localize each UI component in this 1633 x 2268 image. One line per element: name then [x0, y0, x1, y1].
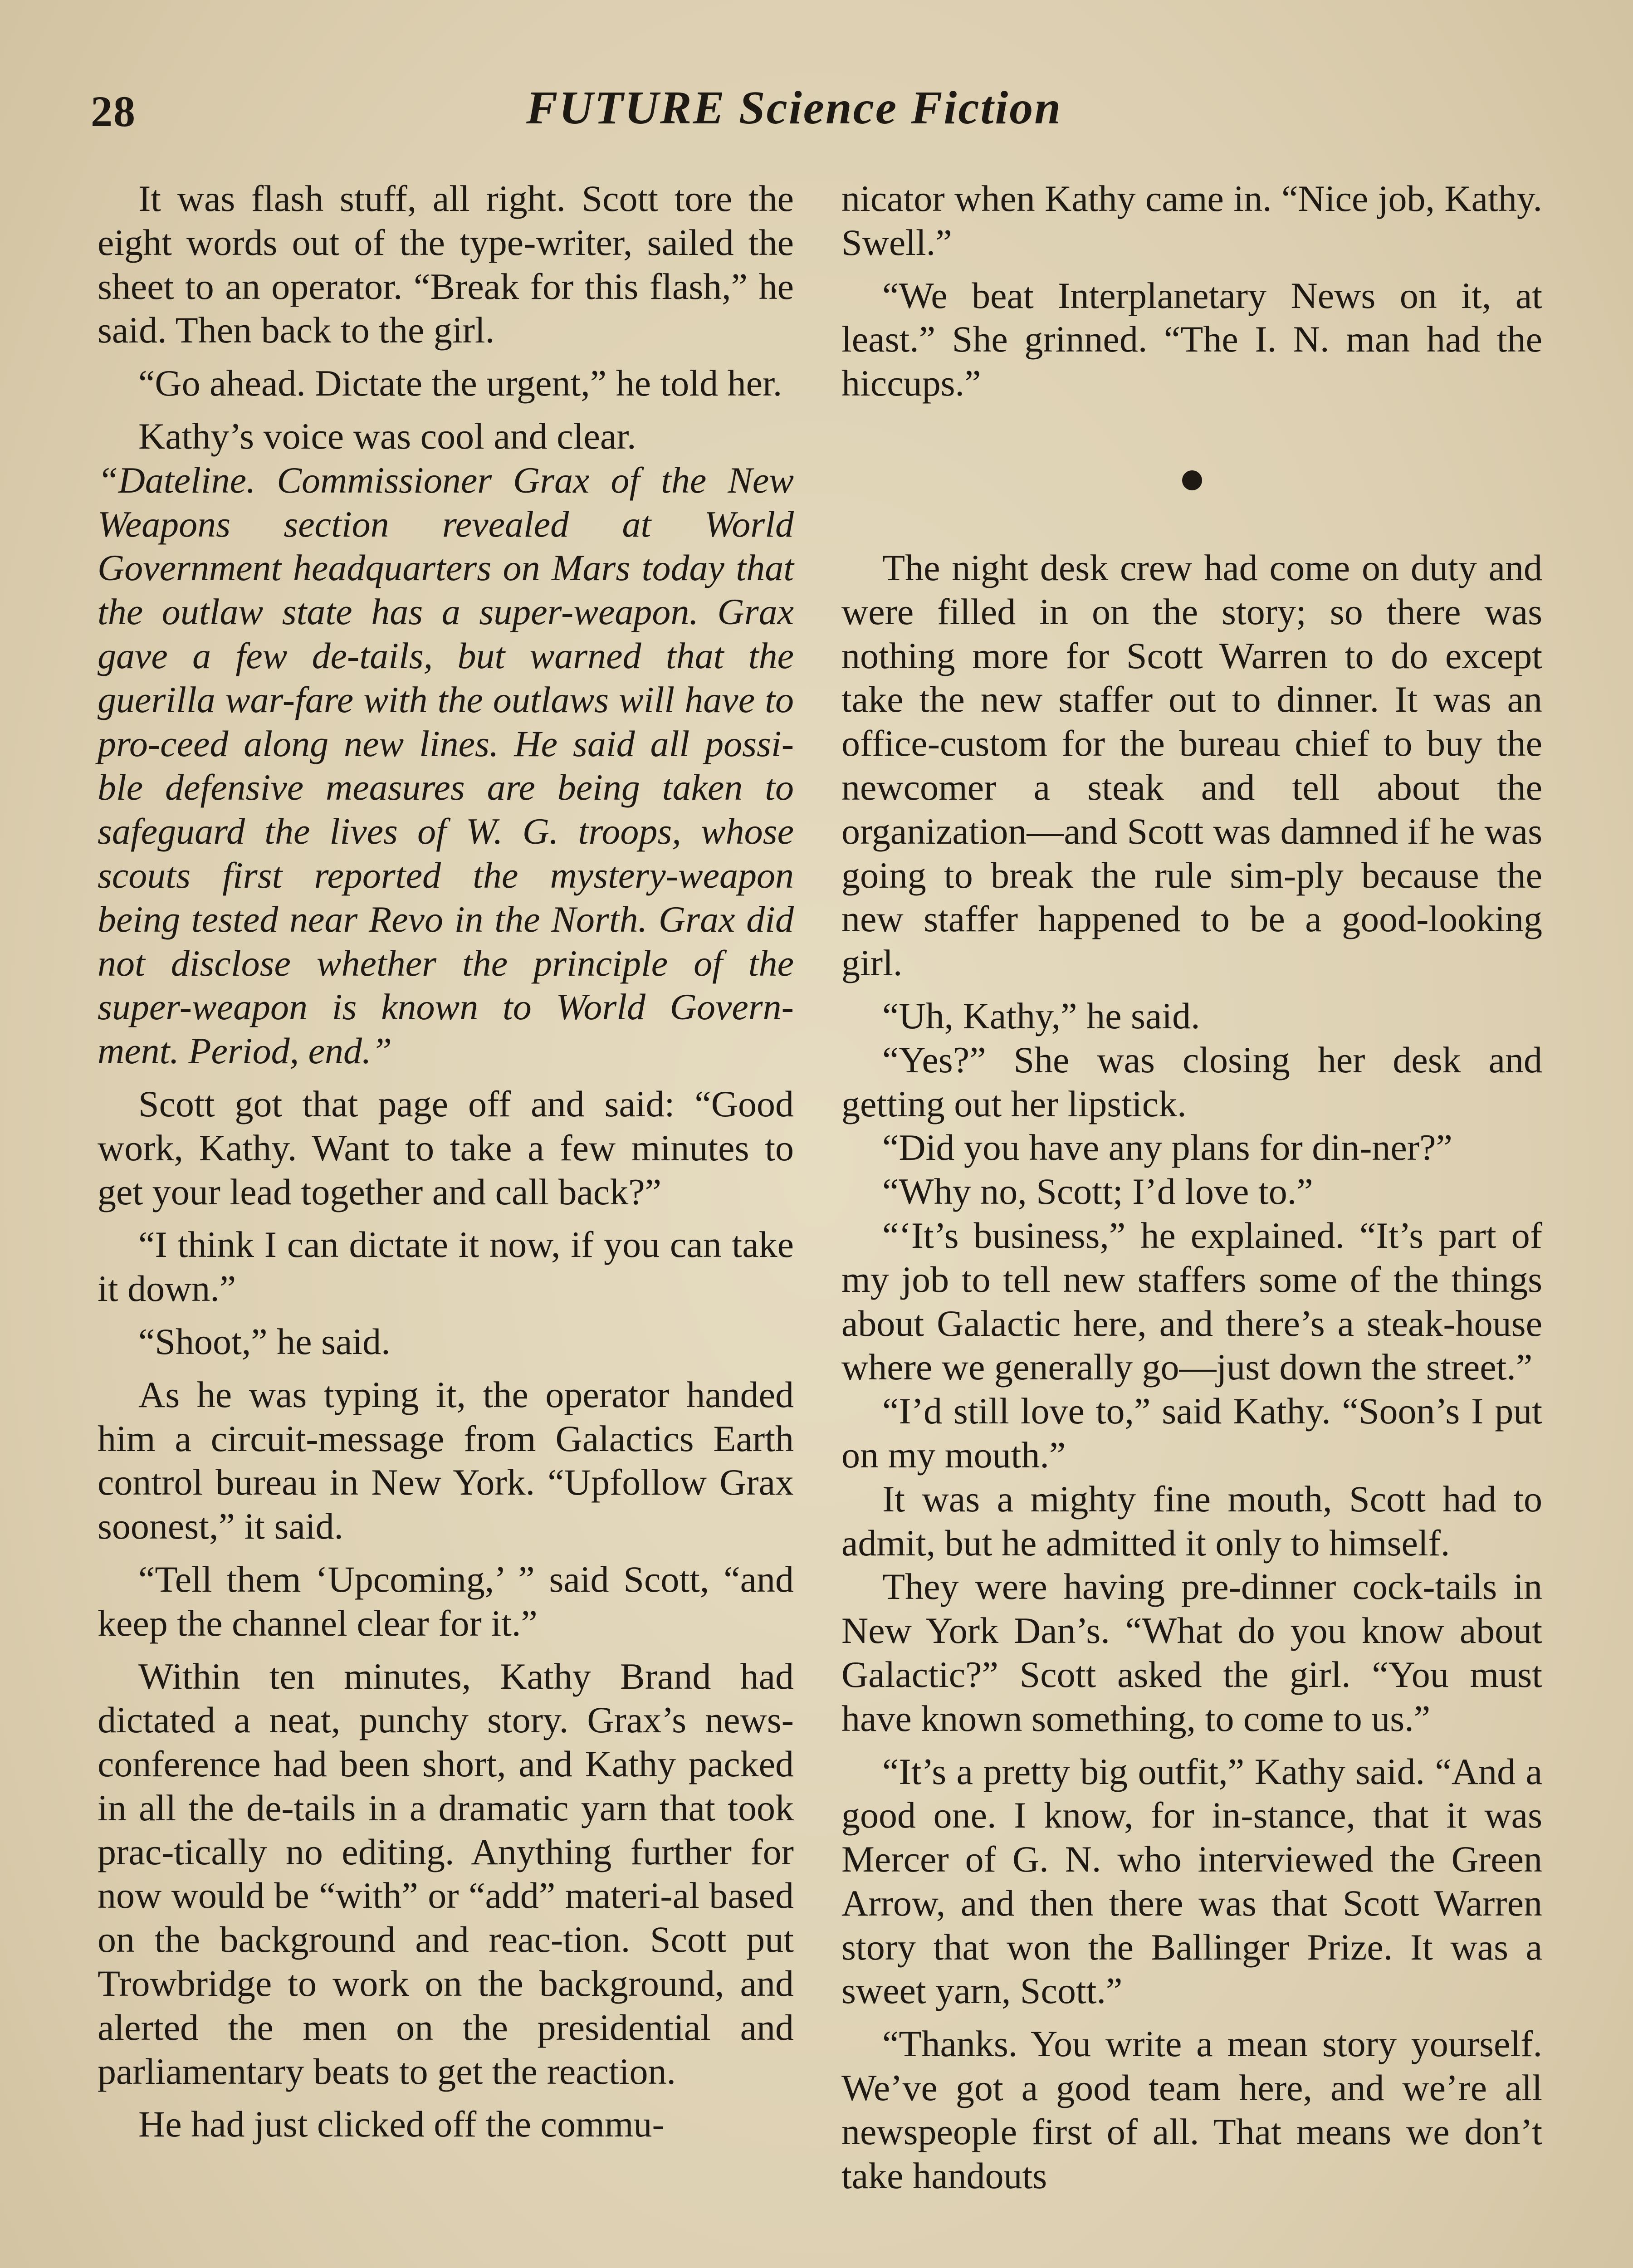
section-break: [841, 415, 1542, 546]
paragraph: It was a mighty fine mouth, Scott had to admit, but he admitted it only to himself.: [841, 1478, 1542, 1564]
page-header: [91, 73, 1542, 141]
right-column: [841, 177, 1542, 2207]
paragraph: “Why no, Scott; I’d love to.”: [882, 1171, 1313, 1212]
paragraph: “We beat Interplanetary News on it, at least.” She grinned. “The I. N. man had the hiccups.”: [841, 274, 1542, 404]
paragraph: “Yes?” She was closing her desk and getting out her lipstick.: [841, 1039, 1542, 1124]
paragraph: The night desk crew had come on duty and were filled in on the story; so there was nothing more for Scott Warren to do except take the new staffer out to dinner. It was an office-custom for the bureau chief to buy the newcomer a steak and tell about the organization—and Scott was damned if he was going to break the rule sim-ply because the new staffer happened to be a good-looking girl.: [841, 547, 1542, 984]
paragraph: “I’d still love to,” said Kathy. “Soon’s I put on my mouth.”: [841, 1390, 1542, 1476]
running-title: FUTURE Science Fiction: [526, 82, 1062, 134]
paragraph: They were having pre-dinner cock-tails in New York Dan’s. “What do you know about Galactic?” Scott asked the girl. “You must have known something, to come to us.”: [841, 1566, 1542, 1739]
paragraph: Kathy’s voice was cool and clear.: [138, 415, 636, 457]
page-number: 28: [91, 87, 136, 136]
paragraph: As he was typing it, the operator handed him a circuit-message from Galactics Earth control bureau in New York. “Upfollow Grax soonest,” it said.: [98, 1374, 794, 1547]
paragraph: He had just clicked off the commu-: [138, 2103, 665, 2145]
paragraph: It was flash stuff, all right. Scott tore the eight words out of the type-writer, sailed the sheet to an operator. “Break for this flash,” he said. Then back to the girl.: [98, 178, 794, 351]
paragraph: “Thanks. You write a mean story yourself. We’ve got a good team here, and we’re all newspeople first of all. That means we don’t take handouts: [841, 2023, 1542, 2196]
paragraph: “Tell them ‘Upcoming,’ ” said Scott, “and keep the channel clear for it.”: [98, 1558, 794, 1644]
section-break-bullet-icon: [1182, 470, 1202, 490]
paragraph: “Uh, Kathy,” he said.: [882, 995, 1200, 1036]
paragraph: “‘It’s business,” he explained. “It’s part of my job to tell new staffers some of the things about Galactic here, and there’s a steak-house where we generally go—just down the street.”: [841, 1214, 1542, 1388]
paragraph: “Shoot,” he said.: [138, 1320, 391, 1362]
paragraph: “Go ahead. Dictate the urgent,” he told her.: [138, 362, 782, 404]
paragraph: Scott got that page off and said: “Good work, Kathy. Want to take a few minutes to get your lead together and call back?”: [98, 1083, 794, 1212]
paragraph: Within ten minutes, Kathy Brand had dictated a neat, punchy story. Grax’s news-conference had been short, and Kathy packed in all the de-tails in a dramatic yarn that took prac-tically no editing. Anything further for now would be “with” or “add” materi-al based on the background and reac-tion. Scott put Trowbridge to work on the background, and alerted the men on the presidential and parliamentary beats to get the reaction.: [98, 1655, 794, 2092]
paragraph: “I think I can dictate it now, if you can take it down.”: [98, 1224, 794, 1310]
left-column: [98, 177, 794, 2156]
dispatch-text: “Dateline. Commissioner Grax of the New Weapons section revealed at World Government headquarters on Mars today that the outlaw state has a super-weapon. Grax gave a few de-tails, but warned that the guerilla war-fare with the outlaws will have to pro-ceed along new lines. He said all possi-ble defensive measures are being taken to safeguard the lives of W. G. troops, whose scouts first reported the mystery-weapon being tested near Revo in the North. Grax did not disclose whether the principle of the super-weapon is known to World Govern-ment. Period, end.”: [98, 459, 794, 1072]
paragraph: “Did you have any plans for din-ner?”: [882, 1127, 1452, 1168]
paragraph: “It’s a pretty big outfit,” Kathy said. “And a good one. I know, for in-stance, that it was Mercer of G. N. who interviewed the Green Arrow, and then there was that Scott Warren story that won the Ballinger Prize. It was a sweet yarn, Scott.”: [841, 1750, 1542, 2012]
paragraph: nicator when Kathy came in. “Nice job, Kathy. Swell.”: [841, 178, 1542, 263]
